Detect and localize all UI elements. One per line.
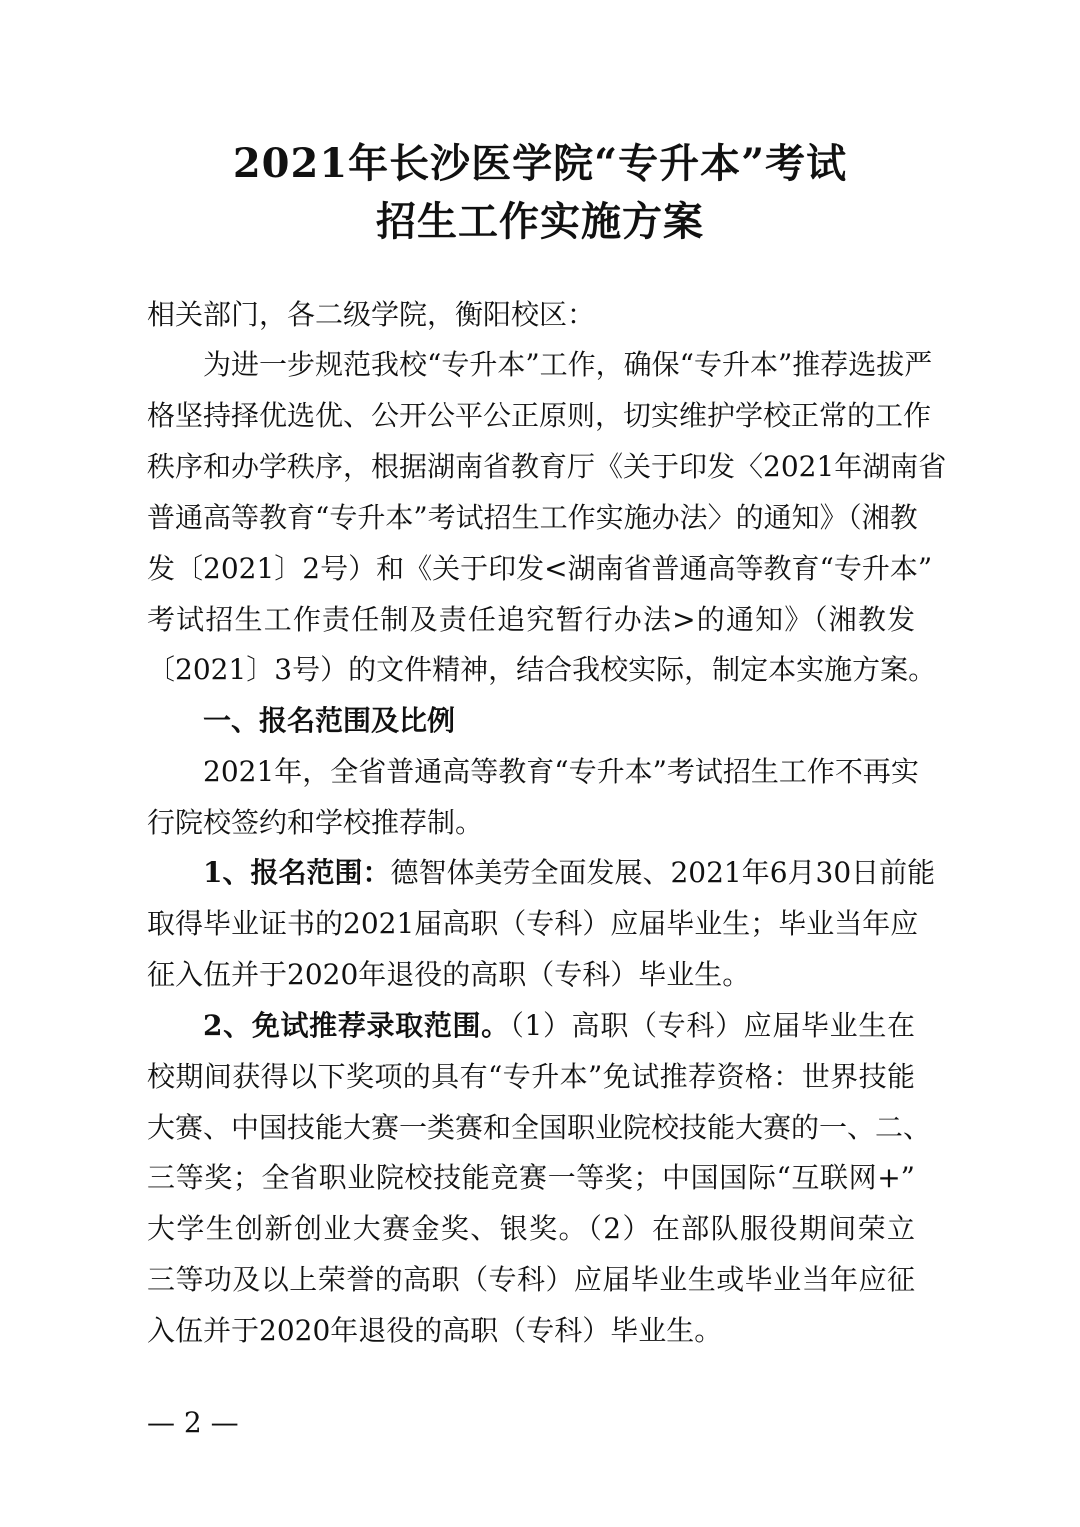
intro-line: 〔2021〕3号）的文件精神，结合我校实际，制定本实施方案。 — [147, 653, 937, 686]
item-2-line: 入伍并于2020年退役的高职（专科）毕业生。 — [147, 1314, 723, 1347]
page-number: — 2 — — [147, 1406, 239, 1439]
item-2-text: （1）高职（专科）应届毕业生在 — [509, 1009, 915, 1042]
item-2-first-line — [203, 1008, 915, 1044]
section-1-heading: 一、报名范围及比例 — [203, 704, 456, 737]
item-2-line: 校期间获得以下奖项的具有“专升本”免试推荐资格：世界技能 — [147, 1060, 915, 1093]
document-title-line-1: 2021年长沙医学院“专升本”考试 — [232, 140, 848, 187]
intro-line: 为进一步规范我校“专升本”工作，确保“专升本”推荐选拔严 — [203, 348, 933, 381]
item-2-line: 大学生创新创业大赛金奖、银奖。（2）在部队服役期间荣立 — [147, 1212, 915, 1245]
item-2-line: 三等功及以上荣誉的高职（专科）应届毕业生或毕业当年应征 — [147, 1263, 915, 1296]
item-2-label: 2、免试推荐录取范围。 — [203, 1009, 510, 1042]
intro-line: 格坚持择优选优、公开公平公正原则，切实维护学校正常的工作 — [147, 399, 932, 432]
item-2-line: 大赛、中国技能大赛一类赛和全国职业院校技能大赛的一、二、 — [147, 1111, 932, 1144]
item-1-label: 1、报名范围： — [203, 856, 391, 889]
document-title-line-2: 招生工作实施方案 — [376, 198, 704, 245]
item-2-line: 三等奖；全省职业院校技能竞赛一等奖；中国国际“互联网+” — [147, 1161, 915, 1194]
salutation: 相关部门，各二级学院，衡阳校区： — [147, 298, 596, 331]
intro-line: 考试招生工作责任制及责任追究暂行办法>的通知》（湘教发 — [147, 603, 915, 636]
intro-line: 普通高等教育“专升本”考试招生工作实施办法〉的通知》（湘教 — [147, 501, 918, 534]
item-1-line: 取得毕业证书的2021届高职（专科）应届毕业生；毕业当年应 — [147, 907, 919, 940]
section-1-line: 行院校签约和学校推荐制。 — [147, 806, 484, 839]
item-1-line: 征入伍并于2020年退役的高职（专科）毕业生。 — [147, 958, 751, 991]
intro-line: 秩序和办学秩序，根据湖南省教育厅《关于印发〈2021年湖南省 — [147, 450, 947, 483]
intro-line: 发〔2021〕2号）和《关于印发<湖南省普通高等教育“专升本” — [147, 552, 933, 585]
item-1-first-line — [203, 855, 936, 891]
item-1-text: 德智体美劳全面发展、2021年6月30日前能 — [390, 856, 936, 889]
section-1-line: 2021年，全省普通高等教育“专升本”考试招生工作不再实 — [203, 755, 919, 788]
